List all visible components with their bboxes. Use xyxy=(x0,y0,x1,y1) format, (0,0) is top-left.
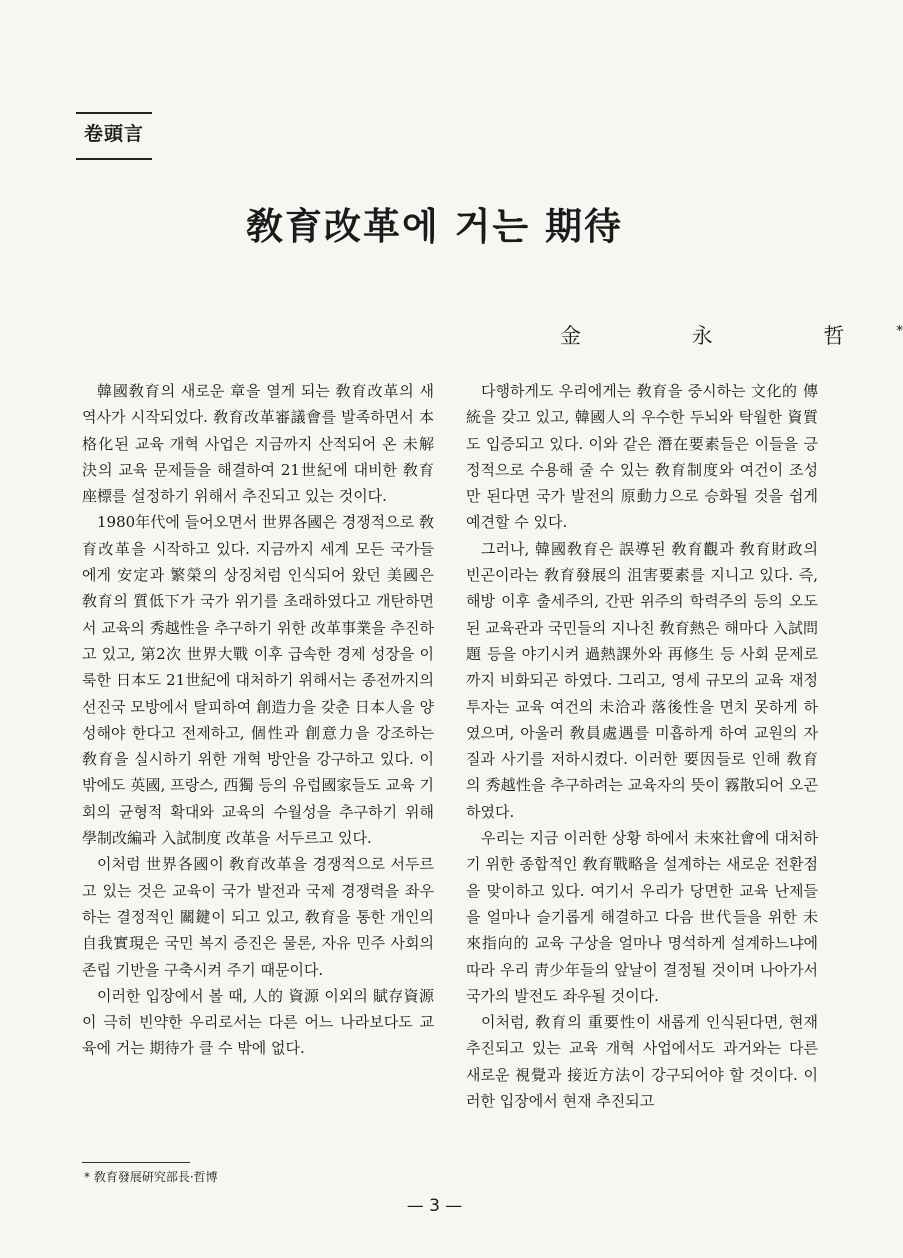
section-label: 卷頭言 xyxy=(76,112,152,160)
footnote-divider xyxy=(82,1162,190,1163)
paragraph: 그러나, 韓國敎育은 誤導된 敎育觀과 敎育財政의 빈곤이라는 敎育發展의 沮害要素를 지니고 있다. 즉, 해방 이후 출세주의, 간판 위주의 학력주의 등의 오도된 교육관과 국민들의 지나친 敎育熱은 해마다 入試問題 등을 야기시켜 過熱課外와 再修生 등 사회 문제로까지 비화되곤 하였다. 그리고, 영세 규모의 교육 재정 투자는 교육 여건의 未洽과 落後性을 면치 못하게 하였으며, 아울러 敎員處遇를 미흡하게 하여 교원의 자질과 사기를 저하시켰다. 이러한 要因들로 인해 敎育의 秀越性을 추구하려는 교육자의 뜻이 霧散되어 오곤 하였다. xyxy=(466,539,818,821)
article-title: 敎育改革에 거는 期待 xyxy=(246,204,623,248)
body-column-right xyxy=(466,378,818,1158)
paragraph: 이처럼 世界各國이 敎育改革을 경쟁적으로 서두르고 있는 것은 교육이 국가 발전과 국제 경쟁력을 좌우하는 결정적인 關鍵이 되고 있고, 敎育을 통한 개인의 自我實現은 국민 복지 증진은 물론, 자유 민주 사회의 존립 기반을 구축시켜 주기 때문이다. xyxy=(82,855,434,979)
body-column-left xyxy=(82,378,434,1158)
page-number: — 3 — xyxy=(406,1196,463,1216)
author-footnote-mark: * xyxy=(896,324,903,339)
author-byline xyxy=(560,320,903,350)
paragraph: 이처럼, 敎育의 重要性이 새롭게 인식된다면, 현재 추진되고 있는 교육 개혁 사업에서도 과거와는 다른 새로운 視覺과 接近方法이 강구되어야 할 것이다. 이러한 입장에서 현재 추진되고 xyxy=(466,1013,818,1111)
paragraph: 우리는 지금 이러한 상황 하에서 未來社會에 대처하기 위한 종합적인 敎育戰略을 설계하는 새로운 전환점을 맞이하고 있다. 여기서 우리가 당면한 교육 난제들을 얼마나 슬기롭게 해결하고 다음 世代들을 위한 未來指向的 교육 구상을 얼마나 명석하게 설계하느냐에 따라 우리 靑少年들의 앞날이 결정될 것이며 나아가서 국가의 발전도 좌우될 것이다. xyxy=(466,829,818,1005)
author-name: 金 永 哲 xyxy=(560,324,897,348)
paragraph: 다행하게도 우리에게는 敎育을 중시하는 文化的 傳統을 갖고 있고, 韓國人의 우수한 두뇌와 탁월한 資質도 입증되고 있다. 이와 같은 潛在要素들은 이들을 긍정적으로 수용해 줄 수 있는 敎育制度와 여건이 조성만 된다면 국가 발전의 原動力으로 승화될 것을 쉽게 예견할 수 있다. xyxy=(466,382,818,532)
paragraph: 1980年代에 들어오면서 世界各國은 경쟁적으로 敎育改革을 시작하고 있다. 지금까지 세계 모든 국가들에게 安定과 繁榮의 상징처럼 인식되어 왔던 美國은 敎育의 質低下가 국가 위기를 초래하였다고 개탄하면서 교육의 秀越性을 추구하기 위한 改革事業을 추진하고 있고, 第2次 世界大戰 이후 급속한 경제 성장을 이룩한 日本도 21世紀에 대처하기 위해서는 종전까지의 선진국 모방에서 탈피하여 創造力을 갖춘 日本人을 양성해야 한다고 전제하고, 個性과 創意力을 강조하는 敎育을 실시하기 위한 개혁 방안을 강구하고 있다. 이 밖에도 英國, 프랑스, 西獨 등의 유럽國家들도 교육 기회의 균형적 확대와 교육의 수월성을 추구하기 위해 學制改編과 入試制度 改革을 서두르고 있다. xyxy=(82,513,434,848)
paragraph: 韓國敎育의 새로운 章을 열게 되는 敎育改革의 새 역사가 시작되었다. 敎育改革審議會를 발족하면서 本格化된 교육 개혁 사업은 지금까지 산적되어 온 未解決의 교육 문제들을 해결하여 21世紀에 대비한 敎育座標를 설정하기 위해서 추진되고 있는 것이다. xyxy=(82,382,434,506)
footnote: * 敎育發展硏究部長·哲博 xyxy=(84,1170,218,1184)
paragraph: 이러한 입장에서 볼 때, 人的 資源 이외의 賦存資源이 극히 빈약한 우리로서는 다른 어느 나라보다도 교육에 거는 期待가 클 수 밖에 없다. xyxy=(82,986,434,1058)
